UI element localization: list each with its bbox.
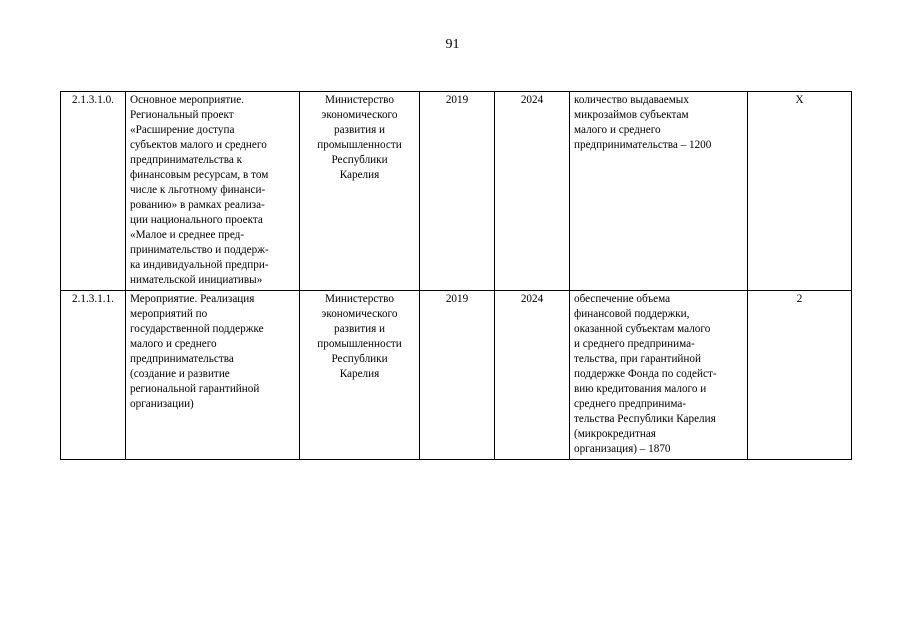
executor-line: Министерство: [325, 293, 394, 305]
indicator-line: среднего предпринима-: [574, 398, 687, 410]
measure-name-line: Основное мероприятие.: [130, 94, 244, 106]
executor-cell: [300, 291, 420, 460]
measure-name-line: нимательской инициативы»: [130, 274, 263, 286]
indicator-line: финансовой поддержки,: [574, 308, 690, 320]
start-year-cell: 2019: [420, 291, 495, 460]
measure-name-line: региональной гарантийной: [130, 383, 260, 395]
executor-line: промышленности: [317, 338, 402, 350]
measure-name-line: ции национального проекта: [130, 214, 263, 226]
indicator-line: (микрокредитная: [574, 428, 656, 440]
indicator-line: оказанной субъектам малого: [574, 323, 711, 335]
executor-line: экономического: [321, 308, 398, 320]
executor-line: экономического: [321, 109, 398, 121]
end-year-cell: 2024: [495, 291, 570, 460]
measure-name-line: принимательство и поддерж-: [130, 244, 269, 256]
measure-name-line: финансовым ресурсам, в том: [130, 169, 269, 181]
executor-line: промышленности: [317, 139, 402, 151]
measure-name-line: предпринимательства: [130, 353, 234, 365]
measure-name-line: рованию» в рамках реализа-: [130, 199, 265, 211]
indicator-cell: [570, 291, 748, 460]
measure-name-line: малого и среднего: [130, 338, 217, 350]
indicator-line: поддержке Фонда по содейст-: [574, 368, 717, 380]
row-number-cell: 2.1.3.1.1.: [61, 291, 126, 460]
executor-cell: [300, 92, 420, 291]
indicator-line: количество выдаваемых: [574, 94, 689, 106]
table-row: [61, 92, 852, 291]
measure-name-line: субъектов малого и среднего: [130, 139, 267, 151]
start-year-cell: 2019: [420, 92, 495, 291]
measure-name-cell: [126, 92, 300, 291]
measure-name-line: Региональный проект: [130, 109, 234, 121]
measure-name-cell: [126, 291, 300, 460]
measure-name-line: (создание и развитие: [130, 368, 230, 380]
indicator-line: и среднего предпринима-: [574, 338, 695, 350]
measure-name-line: организации): [130, 398, 194, 410]
indicator-line: тельства, при гарантийной: [574, 353, 701, 365]
indicator-cell: [570, 92, 748, 291]
executor-line: развития и: [333, 124, 386, 136]
indicator-line: предпринимательства – 1200: [574, 139, 712, 151]
indicator-line: микрозаймов субъектам: [574, 109, 689, 121]
measure-name-line: числе к льготному финанси-: [130, 184, 266, 196]
executor-line: Карелия: [339, 368, 380, 380]
value-cell: 2: [748, 291, 852, 460]
measure-name-line: предпринимательства к: [130, 154, 243, 166]
measure-name-line: государственной поддержке: [130, 323, 264, 335]
executor-line: Республики: [331, 154, 388, 166]
value-cell: Х: [748, 92, 852, 291]
executor-line: развития и: [333, 323, 386, 335]
executor-line: Министерство: [325, 94, 394, 106]
executor-line: Республики: [331, 353, 388, 365]
indicator-line: тельства Республики Карелия: [574, 413, 716, 425]
indicator-line: вию кредитования малого и: [574, 383, 707, 395]
indicator-line: малого и среднего: [574, 124, 661, 136]
measure-name-line: «Малое и среднее пред-: [130, 229, 245, 241]
page-number: 91: [445, 37, 460, 52]
measures-table: [60, 91, 852, 460]
end-year-cell: 2024: [495, 92, 570, 291]
row-number-cell: 2.1.3.1.0.: [61, 92, 126, 291]
table-row: [61, 291, 852, 460]
measure-name-line: ка индивидуальной предпри-: [130, 259, 269, 271]
measure-name-line: мероприятий по: [130, 308, 208, 320]
executor-line: Карелия: [339, 169, 380, 181]
indicator-line: обеспечение объема: [574, 293, 671, 305]
indicator-line: организация) – 1870: [574, 443, 671, 455]
measure-name-line: «Расширение доступа: [130, 124, 235, 136]
measure-name-line: Мероприятие. Реализация: [130, 293, 255, 305]
